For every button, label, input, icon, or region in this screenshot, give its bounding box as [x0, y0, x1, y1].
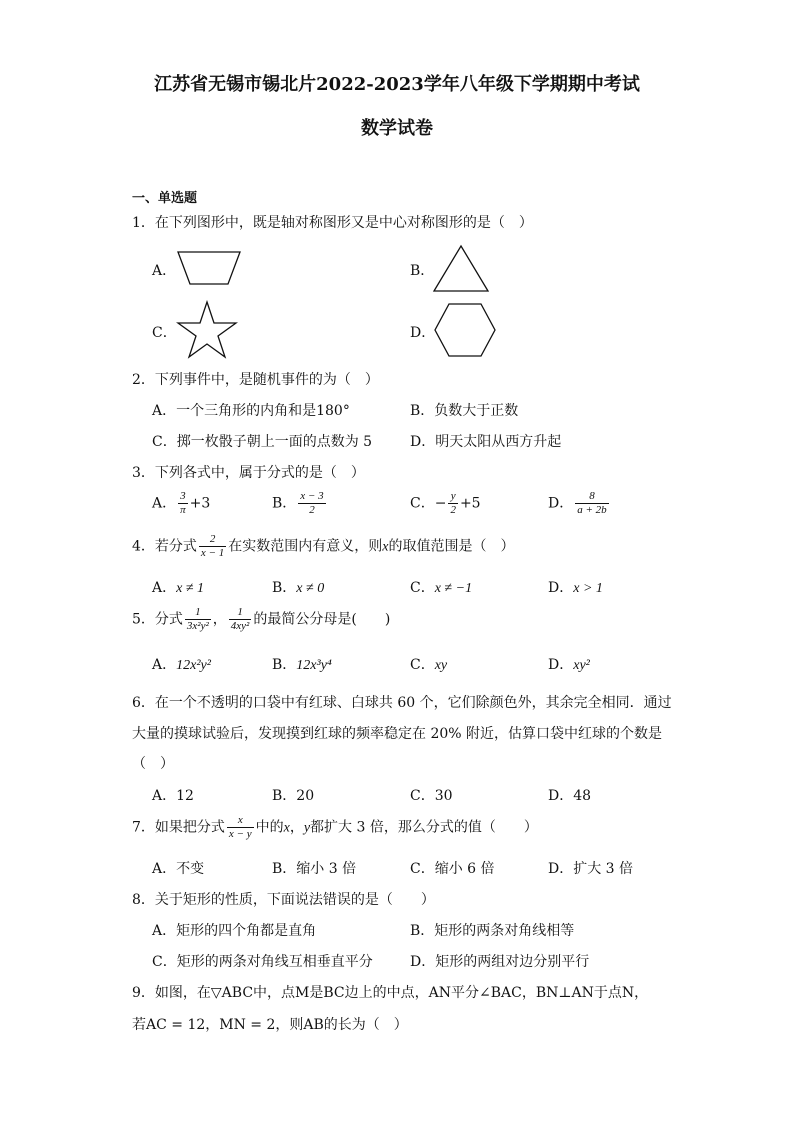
- q4-option-d: D．x > 1: [548, 580, 603, 596]
- q3-option-c: C．− $\frac{y}{2}$ +5: [410, 490, 481, 516]
- q8-option-b: B．矩形的两条对角线相等: [410, 923, 575, 939]
- question-9-line-2: 若AC = 12，MN = 2，则AB的长为（ ）: [132, 1017, 408, 1033]
- page-title: 江苏省无锡市锡北片2022-2023学年八年级下学期期中考试: [154, 74, 640, 95]
- star-icon: [176, 300, 238, 360]
- question-6-line-1: 6．在一个不透明的口袋中有红球、白球共 60 个，它们除颜色外，其余完全相同．通过: [132, 695, 672, 711]
- q5-option-b: B．12x³y⁴: [272, 657, 332, 673]
- q2-option-b: B．负数大于正数: [410, 403, 519, 419]
- q7-option-b: B．缩小 3 倍: [272, 861, 357, 877]
- question-6-line-2: 大量的摸球试验后，发现摸到红球的频率稳定在 20% 附近，估算口袋中红球的个数是: [132, 726, 663, 742]
- q1-option-c-label: C．: [152, 325, 177, 341]
- q7-option-d: D．扩大 3 倍: [548, 861, 634, 877]
- q6-option-b: B．20: [272, 788, 315, 804]
- q8-option-c: C．矩形的两条对角线互相垂直平分: [152, 954, 373, 970]
- question-5-stem: 5．分式 $\frac{1}{\text{3x²y²}}$ ， $\frac{1}{\text{4xy²}}$ 的最简公分母是( ): [132, 606, 391, 632]
- q1-option-d-label: D．: [410, 325, 436, 341]
- question-7-stem: 7．如果把分式 $\frac{x}{x - y}$ 中的x，y都扩大 3 倍，那么分式的值（ ）: [132, 814, 538, 840]
- q5-option-c: C．xy: [410, 657, 448, 673]
- q2-option-a: A．一个三角形的内角和是180°: [152, 403, 350, 419]
- q4-option-b: B．x ≠ 0: [272, 580, 325, 596]
- q8-option-d: D．矩形的两组对边分别平行: [410, 954, 590, 970]
- question-9-line-1: 9．如图，在▽ABC中，点M是BC边上的中点，AN平分∠BAC，BN⊥AN于点N，: [132, 985, 649, 1001]
- q6-option-a: A．12: [152, 788, 194, 804]
- q6-option-c: C．30: [410, 788, 453, 804]
- question-3-stem: 3．下列各式中，属于分式的是（ ）: [132, 465, 365, 481]
- page-subtitle: 数学试卷: [361, 118, 433, 139]
- trapezoid-icon: [176, 249, 242, 287]
- question-1-stem: 1．在下列图形中，既是轴对称图形又是中心对称图形的是（ ）: [132, 215, 533, 231]
- question-6-line-3: （ ）: [132, 756, 174, 772]
- q5-option-a: A．12x²y²: [152, 657, 211, 673]
- q7-option-a: A．不变: [152, 861, 205, 877]
- q8-option-a: A．矩形的四个角都是直角: [152, 923, 317, 939]
- q3-option-d: D． $\frac{8}{a + 2b}$: [548, 490, 607, 516]
- question-4-stem: 4．若分式 $\frac{2}{x - 1}$ 在实数范围内有意义，则x的取值范围是（ ）: [132, 533, 515, 559]
- q6-option-d: D．48: [548, 788, 592, 804]
- q4-option-c: C．x ≠ −1: [410, 580, 473, 596]
- q1-option-b-label: B．: [410, 263, 435, 279]
- question-8-stem: 8．关于矩形的性质，下面说法错误的是（ ）: [132, 892, 435, 908]
- q5-option-d: D．xy²: [548, 657, 590, 673]
- section-heading: 一、单选题: [132, 191, 198, 206]
- q2-option-c: C．掷一枚骰子朝上一面的点数为 5: [152, 434, 373, 450]
- q4-option-a: A．x ≠ 1: [152, 580, 205, 596]
- hexagon-icon: [433, 302, 497, 358]
- q7-option-c: C．缩小 6 倍: [410, 861, 495, 877]
- q3-option-a: A． $\frac{3}{\pi}$ +3: [152, 490, 211, 516]
- q2-option-d: D．明天太阳从西方升起: [410, 434, 562, 450]
- triangle-icon: [432, 244, 490, 294]
- question-2-stem: 2．下列事件中，是随机事件的为（ ）: [132, 372, 379, 388]
- q1-option-a-label: A．: [152, 263, 177, 279]
- q3-option-b: B． $\frac{x - 3}{2}$: [272, 490, 324, 516]
